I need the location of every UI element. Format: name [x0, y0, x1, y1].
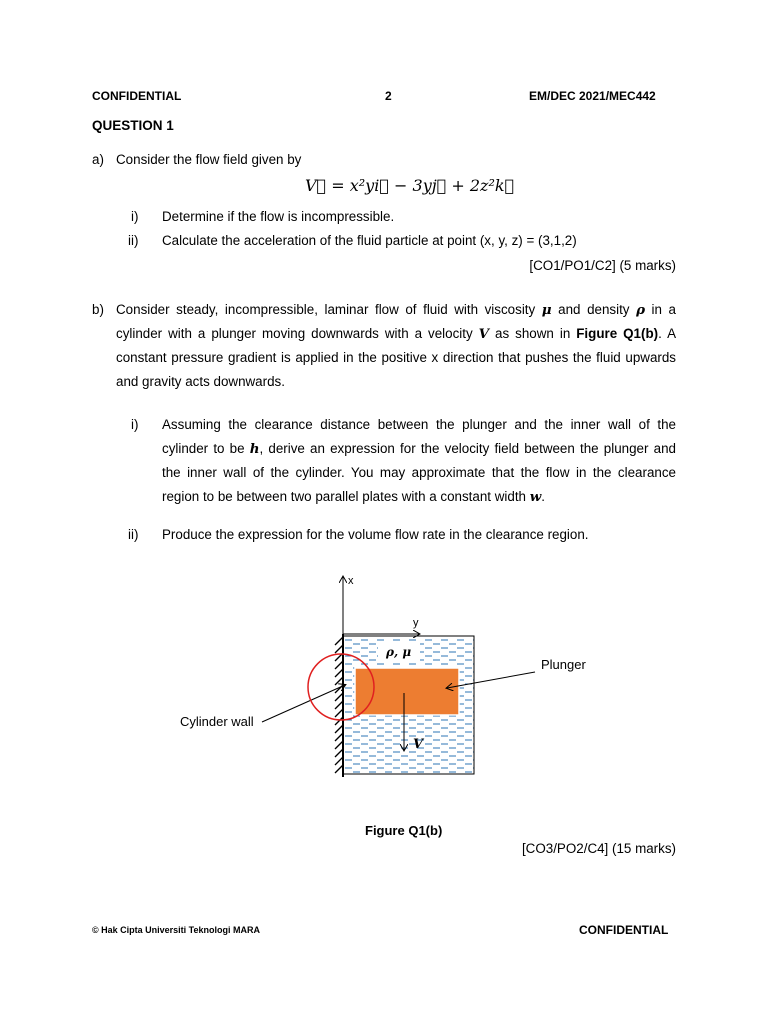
fluid-property-label: ρ, μ	[386, 645, 412, 659]
flow-field-equation: V⃗ = x²yi⃗ − 3yj⃗ + 2z²k⃗	[305, 176, 515, 195]
exam-code: EM/DEC 2021/MEC442	[529, 89, 656, 103]
part-b-text-2: and density	[551, 302, 637, 317]
plunger-label: Plunger	[541, 657, 586, 672]
velocity-symbol: V	[478, 326, 490, 342]
part-a-item-i-text: Determine if the flow is incompressible.	[162, 209, 395, 224]
part-b-text-4: as shown in	[489, 326, 577, 341]
wall-leader	[262, 685, 345, 722]
x-axis-label: x	[348, 575, 354, 587]
part-b-item-i-num: i)	[131, 417, 139, 432]
footer-copyright: © Hak Cipta Universiti Teknologi MARA	[92, 925, 260, 935]
part-b-text-1: Consider steady, incompressible, laminar flow of fluid with viscosity	[116, 302, 542, 317]
y-axis-label: y	[413, 617, 419, 629]
header-confidential: CONFIDENTIAL	[92, 89, 182, 103]
viscosity-symbol: μ	[541, 302, 552, 318]
footer-confidential: CONFIDENTIAL	[579, 923, 669, 937]
part-b-marks: [CO3/PO2/C4] (15 marks)	[521, 841, 676, 856]
part-b-item-ii-num: ii)	[128, 527, 139, 542]
item-i-text-3: .	[541, 489, 545, 504]
part-a-intro: Consider the flow field given by	[116, 152, 302, 167]
part-b-text-3: in a cylinder with a plunger moving downwards with a velocity	[116, 302, 676, 341]
item-i-text-1: Assuming the clearance distance between the plunger and the inner wall of the cylinder to be	[162, 417, 676, 456]
density-symbol: ρ	[636, 302, 645, 318]
width-symbol: w	[529, 489, 542, 505]
clearance-symbol: h	[249, 441, 260, 457]
velocity-label: V	[413, 737, 424, 752]
cylinder-wall-label: Cylinder wall	[180, 714, 254, 729]
part-b-label: b)	[92, 302, 104, 317]
part-a-item-ii-num: ii)	[128, 233, 139, 248]
page-number: 2	[385, 89, 392, 103]
part-a-item-ii-text: Calculate the acceleration of the fluid particle at point (x, y, z) = (3,1,2)	[162, 233, 577, 248]
part-a-marks: [CO1/PO1/C2] (5 marks)	[529, 258, 676, 273]
cylinder-wall-hatch	[335, 634, 343, 777]
part-a-label: a)	[92, 152, 104, 167]
part-b-item-ii-text: Produce the expression for the volume flow rate in the clearance region.	[162, 527, 589, 542]
figure-reference: Figure Q1(b)	[576, 326, 659, 341]
item-i-text-2: , derive an expression for the velocity field between the plunger and the inner wall of the cylinder. You may approximate that the flow in the clearance region to be between two parallel plates with a constant width	[162, 441, 676, 504]
figure-caption: Figure Q1(b)	[365, 823, 443, 838]
plunger	[355, 668, 459, 715]
question-title: QUESTION 1	[92, 118, 174, 133]
part-a-item-i-num: i)	[131, 209, 139, 224]
part-b-text-5: . A constant pressure gradient is applied in the positive x direction that pushes the fluid upwards and gravity acts downwards.	[116, 326, 676, 389]
